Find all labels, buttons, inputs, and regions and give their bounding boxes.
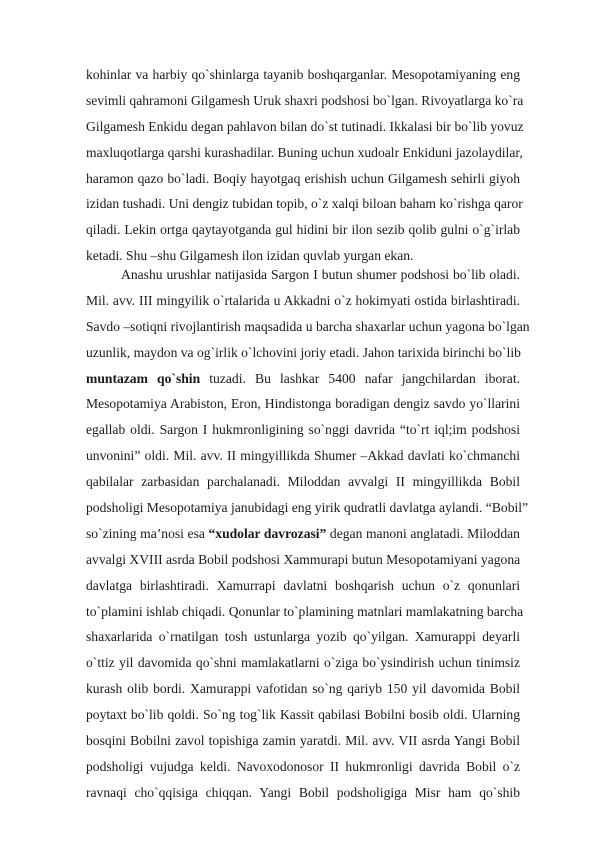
text-line: to`plamini ishlab chiqadi. Qonunlar to`plamining matnlari mamlakatning barcha	[86, 603, 524, 619]
text-line: ketadi. Shu –shu Gilgamesh ilon izidan quvlab yurgan ekan.	[86, 248, 414, 264]
text-line: davlatga birlashtiradi. Xamurrapi davlatni boshqarish uchun o`z qonunlari	[86, 577, 520, 593]
text-line: maxluqotlarga qarshi kurashadilar. Buning uchun xudoalr Enkiduni jazolaydilar,	[86, 144, 523, 160]
text-line: podsholigi vujudga keldi. Navoxodonosor II hukmronligi davrida Bobil o`z	[86, 758, 520, 774]
paragraph-sargon-bobil	[86, 262, 530, 806]
text-line: egallab oldi. Sargon I hukmronligining so`nggi davrida “to`rt iql;im podshosi	[86, 422, 520, 438]
text-line: izidan tushadi. Uni dengiz tubidan topib, o`z xalqi biloan baham ko`rishga qaror	[86, 196, 523, 212]
text-line: sevimli qahramoni Gilgamesh Uruk shaxri podshosi bo`lgan. Rivoyatlarga ko`ra	[86, 92, 524, 108]
text-segment: tuzadi. Bu lashkar 5400 nafar jangchilardan iborat.	[200, 370, 520, 386]
text-line: Anashu urushlar natijasida Sargon I butun shumer podshosi bo`lib oladi.	[121, 267, 520, 282]
text-line: Savdo –sotiqni rivojlantirish maqsadida u barcha shaxarlar uchun yagona bo`lgan	[86, 318, 530, 334]
text-line: shaxarlarida o`rnatilgan tosh ustunlarga yozib qo`yilgan. Xamurappi deyarli	[86, 629, 520, 645]
bold-term-xudolar-darvozasi: “xudolar davrozasi”	[208, 525, 327, 541]
text-line: Mesopotamiya Arabiston, Eron, Hindistonga boradigan dengiz savdo yo`llarini	[86, 396, 520, 412]
text-line: bosqini Bobilni zavol topishiga zamin yaratdi. Mil. avv. VII asrda Yangi Bobil	[86, 733, 520, 749]
text-line-mixed	[86, 521, 520, 547]
text-line: poytaxt bo`lib qoldi. So`ng tog`lik Kassit qabilasi Bobilni bosib oldi. Ularning	[86, 707, 520, 723]
text-line: qiladi. Lekin ortga qaytayotganda gul hidini bir ilon sezib qolib gulni o`g`irlab	[86, 222, 520, 238]
text-line: qabilalar zarbasidan parchalanadi. Miloddan avvalgi II mingyillikda Bobil	[86, 474, 520, 490]
text-line-mixed	[86, 366, 520, 392]
text-line: kohinlar va harbiy qo`shinlarga tayanib boshqarganlar. Mesopotamiyaning eng	[86, 67, 520, 82]
text-line: avvalgi XVIII asrda Bobil podshosi Xammurapi butun Mesopotamiyani yagona	[86, 551, 521, 567]
text-line: ravnaqi cho`qqisiga chiqqan. Yangi Bobil podsholigiga Misr ham qo`shib	[86, 784, 520, 800]
text-segment: so`zining ma’nosi esa	[86, 525, 209, 541]
text-line: Mil. avv. III mingyilik o`rtalarida u Akkadni o`z hokimyati ostida birlashtiradi.	[86, 292, 520, 308]
text-line: kurash olib bordi. Xamurappi vafotidan so`ng qariyb 150 yil davomida Bobil	[86, 681, 520, 697]
text-line: podsholigi Mesopotamiya janubidagi eng yirik qudratli davlatga aylandi. “Bobil”	[86, 500, 529, 516]
paragraph-gilgamesh	[86, 62, 524, 269]
text-line: unvonini” oldi. Mil. avv. II mingyillikda Shumer –Akkad davlati ko`chmanchi	[86, 448, 520, 464]
bold-term-muntazam-qoshin: muntazam qo`shin	[86, 370, 201, 386]
text-segment: degan manoni anglatadi. Miloddan	[326, 525, 520, 541]
text-line: o`ttiz yil davomida qo`shni mamlakatlarni o`ziga bo`ysindirish uchun tinimsiz	[86, 655, 520, 671]
text-line: haramon qazo bo`ladi. Boqiy hayotgaq erishish uchun Gilgamesh sehirli giyoh	[86, 170, 520, 186]
text-line: uzunlik, maydon va og`irlik o`lchovini joriy etadi. Jahon tarixida birinchi bo`lib	[86, 344, 521, 360]
text-line: Gilgamesh Enkidu degan pahlavon bilan do`st tutinadi. Ikkalasi bir bo`lib yovuz	[86, 118, 524, 134]
